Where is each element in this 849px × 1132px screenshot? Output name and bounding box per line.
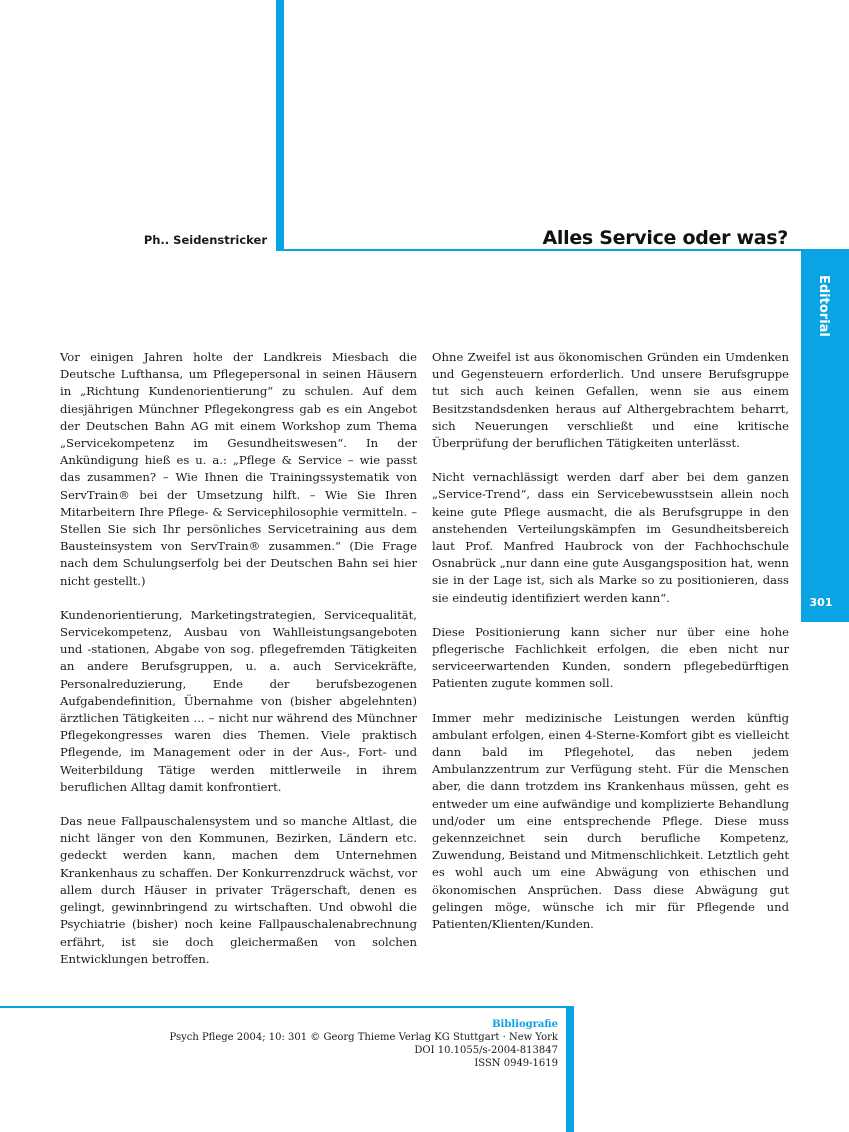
header-rule: [276, 249, 849, 251]
page-number: 301: [809, 596, 833, 609]
author-name: Ph.. Seidenstricker: [143, 233, 267, 247]
paragraph: Kundenorientierung, Marketingstrategien, Servicequalität, Servicekompetenz, Ausbau von Wahlleistungsangeboten und -stationen, Abgabe von sog. pflegefremden Tätigkeiten an andere Berufsgruppen, u. a. auch Servicekräfte, Personalreduzierung, Ende der berufsbezogenen Aufgabendefinition, Übernahme von (bisher abgelehnten) ärztlichen Tätigkeiten ... – nicht nur während des Münchner Pflegekongresses waren dies Themen. Viele praktisch Pflegende, im Management oder in der Aus-, Fort- und Weiterbildung Tätige werden mittlerweile in ihrem beruflichen Alltag damit konfrontiert.: [60, 607, 417, 794]
bibliography-heading: Bibliografie: [492, 1019, 558, 1030]
left-column: [60, 349, 417, 985]
bibliography-block: [169, 1018, 558, 1070]
bibliography-citation: Psych Pflege 2004; 10: 301 © Georg Thieme Verlag KG Stuttgart · New York: [169, 1032, 558, 1043]
footer-accent-bar: [566, 1006, 574, 1132]
paragraph: Ohne Zweifel ist aus ökonomischen Gründen ein Umdenken und Gegensteuern erforderlich. Und unsere Berufsgruppe tut sich auch keinen Gefallen, wenn sie aus einem Besitzstandsdenken heraus auf Althergebrachtem beharrt, sich Neuerungen verschließt und eine kritische Überprüfung der beruflichen Tätigkeiten unterlässt.: [432, 350, 789, 451]
paragraph: Diese Positionierung kann sicher nur über eine hohe pflegerische Fachlichkeit erfolgen, die eben nicht nur serviceerwartenden Kunden, sondern pflegebedürftigen Patienten zugute kommen soll.: [432, 624, 789, 691]
section-label: Editorial: [816, 275, 831, 337]
paragraph: Das neue Fallpauschalensystem und so manche Altlast, die nicht länger von den Kommunen, Bezirken, Ländern etc. gedeckt werden kann, machen dem Unternehmen Krankenhaus zu schaffen. Der Konkurrenzdruck wächst, vor allem durch Häuser in privater Trägerschaft, denen es gelingt, gewinnbringend zu wirtschaften. Und obwohl die Psychiatrie (bisher) noch keine Fallpauschalenabrechnung erfährt, ist sie doch gleichermaßen von solchen Entwicklungen betroffen.: [60, 814, 417, 966]
paragraph: Immer mehr medizinische Leistungen werden künftig ambulant erfolgen, einen 4-Sterne-Komfort gibt es vielleicht dann bald im Pflegehotel, das neben jedem Ambulanzzentrum zur Verfügung steht. Für die Menschen aber, die dann trotzdem ins Krankenhaus müssen, geht es entweder um eine aufwändige und komplizierte Behandlung und/oder um eine entsprechende Pflege. Diese muss gekennzeichnet sein durch berufliche Kompetenz, Zuwendung, Beistand und Mitmenschlichkeit. Letztlich geht es wohl auch um eine Abwägung von ethischen und ökonomischen Ansprüchen. Dass diese Abwägung gut gelingen möge, wünsche ich mir für Pflegende und Patienten/Klienten/Kunden.: [432, 710, 789, 932]
paragraph: Nicht vernachlässigt werden darf aber bei dem ganzen „Service-Trend“, dass ein Servicebewusstsein allein noch keine gute Pflege ausmacht, die als Berufsgruppe in den anstehenden Verteilungskämpfen im Gesundheitsbereich laut Prof. Manfred Haubrock von der Fachhochschule Osnabrück „nur dann eine gute Ausgangsposition hat, wenn sie in der Lage ist, sich als Marke so zu positionieren, dass sie eindeutig identifiziert werden kann“.: [432, 470, 789, 605]
paragraph: Vor einigen Jahren holte der Landkreis Miesbach die Deutsche Lufthansa, um Pflegepersonal in seinen Häusern in „Richtung Kundenorientierung“ zu schulen. Auf dem diesjährigen Münchner Pflegekongress gab es ein Angebot der Deutschen Bahn AG mit einem Workshop zum Thema „Servicekompetenz im Gesundheitswesen“. In der Ankündigung hieß es u. a.: „Pflege & Service – wie passt das zusammen? – Wie Ihnen die Trainingssystematik von ServTrain® bei der Umsetzung hilft. – Wie Sie Ihren Mitarbeitern Ihre Pflege- & Servicephilosophie vermitteln. – Stellen Sie sich Ihr persönliches Servicetraining aus dem Bausteinsystem von ServTrain® zusammen.“ (Die Frage nach dem Schulungserfolg bei der Deutschen Bahn sei hier nicht gestellt.): [60, 350, 417, 588]
right-column: [432, 349, 789, 950]
header-accent-bar: [276, 0, 284, 251]
footer-rule: [0, 1006, 574, 1008]
article-title: Alles Service oder was?: [542, 227, 788, 249]
bibliography-doi: DOI 10.1055/s-2004-813847: [414, 1045, 558, 1056]
bibliography-issn: ISSN 0949-1619: [474, 1058, 558, 1069]
